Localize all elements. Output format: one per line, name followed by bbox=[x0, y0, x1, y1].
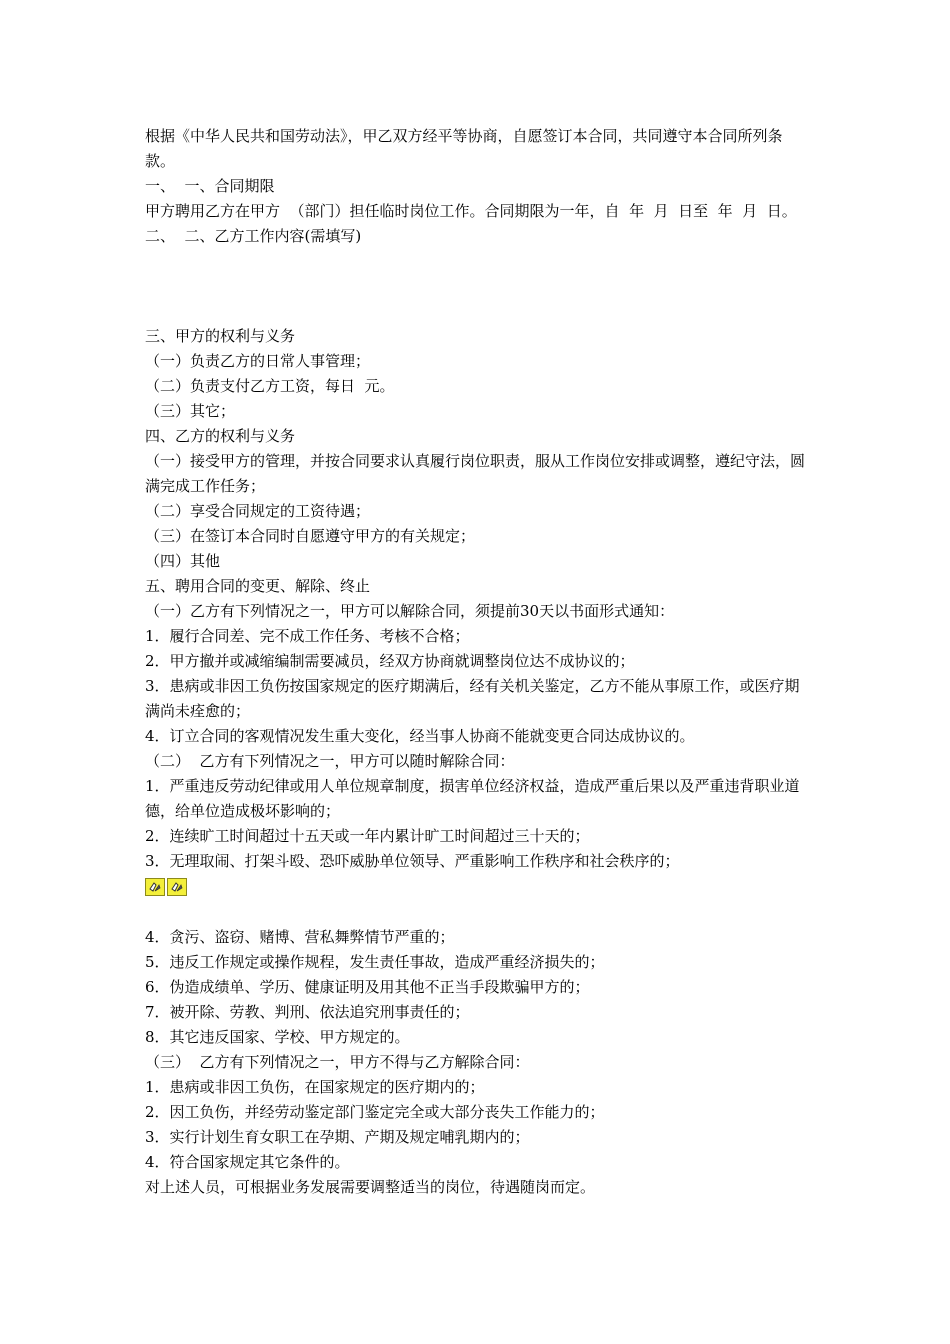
section3-item: （一）负责乙方的日常人事管理； bbox=[145, 352, 371, 370]
section4-item: （四）其他 bbox=[145, 552, 221, 570]
contract-body bbox=[145, 124, 810, 1200]
section5-part3-item: 1．患病或非因工负伤，在国家规定的医疗期内的； bbox=[145, 1078, 485, 1096]
blank-fill-area bbox=[145, 249, 810, 324]
section5-part1-heading: （一）乙方有下列情况之一，甲方可以解除合同，须提前30天以书面形式通知： bbox=[145, 602, 675, 620]
section5-part3-heading: （三） 乙方有下列情况之一，甲方不得与乙方解除合同： bbox=[145, 1053, 530, 1071]
section5-part1-item: 1．履行合同差、完不成工作任务、考核不合格； bbox=[145, 627, 470, 645]
section4-item: （三）在签订本合同时自愿遵守甲方的有关规定； bbox=[145, 527, 476, 545]
section1-text: 甲方聘用乙方在甲方 （部门）担任临时岗位工作。合同期限为一年，自 年 月 日至 年 月 日。 bbox=[145, 202, 797, 220]
section5-part2-heading: （二） 乙方有下列情况之一，甲方可以随时解除合同： bbox=[145, 752, 515, 770]
section4-item: （一）接受甲方的管理，并按合同要求认真履行岗位职责，服从工作岗位安排或调整，遵纪守法，圆满完成工作任务； bbox=[145, 452, 806, 495]
section5-part1-item: 4．订立合同的客观情况发生重大变化，经当事人协商不能就变更合同达成协议的。 bbox=[145, 727, 695, 745]
section5-part1-item: 3．患病或非因工负伤按国家规定的医疗期满后，经有关机关鉴定，乙方不能从事原工作，或医疗期满尚未痊愈的； bbox=[145, 677, 800, 720]
section5-heading: 五、聘用合同的变更、解除、终止 bbox=[145, 577, 371, 595]
section5-part2-item: 8．其它违反国家、学校、甲方规定的。 bbox=[145, 1028, 410, 1046]
spacer bbox=[145, 898, 810, 925]
embedded-object-icon[interactable] bbox=[167, 878, 187, 896]
section4-heading: 四、乙方的权利与义务 bbox=[145, 427, 296, 445]
section5-part3-item: 3．实行计划生育女职工在孕期、产期及规定哺乳期内的； bbox=[145, 1128, 530, 1146]
section1-heading: 一、 一、合同期限 bbox=[145, 177, 275, 195]
section5-part2-item: 5．违反工作规定或操作规程，发生责任事故，造成严重经济损失的； bbox=[145, 953, 605, 971]
closing-paragraph: 对上述人员，可根据业务发展需要调整适当的岗位，待遇随岗而定。 bbox=[145, 1178, 596, 1196]
section5-part1-item: 2．甲方撤并或减缩编制需要减员，经双方协商就调整岗位达不成协议的； bbox=[145, 652, 635, 670]
section5-part2-item: 4．贪污、盗窃、赌博、营私舞弊情节严重的； bbox=[145, 928, 455, 946]
embedded-object-icon[interactable] bbox=[145, 878, 165, 896]
section3-heading: 三、甲方的权利与义务 bbox=[145, 327, 296, 345]
intro-paragraph: 根据《中华人民共和国劳动法》，甲乙双方经平等协商，自愿签订本合同，共同遵守本合同所列条款。 bbox=[145, 127, 783, 170]
section2-heading: 二、 二、乙方工作内容(需填写) bbox=[145, 227, 362, 245]
section5-part2-item: 1．严重违反劳动纪律或用人单位规章制度，损害单位经济权益，造成严重后果以及严重违背职业道德，给单位造成极坏影响的； bbox=[145, 777, 800, 820]
section5-part2-item: 2．连续旷工时间超过十五天或一年内累计旷工时间超过三十天的； bbox=[145, 827, 590, 845]
section5-part2-item: 6．伪造成绩单、学历、健康证明及用其他不正当手段欺骗甲方的； bbox=[145, 978, 590, 996]
section5-part3-item: 4．符合国家规定其它条件的。 bbox=[145, 1153, 350, 1171]
section3-item: （三）其它； bbox=[145, 402, 236, 420]
section4-item: （二）享受合同规定的工资待遇； bbox=[145, 502, 371, 520]
section5-part2-item: 3．无理取闹、打架斗殴、恐吓威胁单位领导、严重影响工作秩序和社会秩序的； bbox=[145, 852, 680, 870]
embedded-objects bbox=[145, 875, 810, 898]
section3-item: （二）负责支付乙方工资，每日 元。 bbox=[145, 377, 395, 395]
section5-part2-item: 7．被开除、劳教、判刑、依法追究刑事责任的； bbox=[145, 1003, 470, 1021]
section5-part3-item: 2．因工负伤，并经劳动鉴定部门鉴定完全或大部分丧失工作能力的； bbox=[145, 1103, 605, 1121]
